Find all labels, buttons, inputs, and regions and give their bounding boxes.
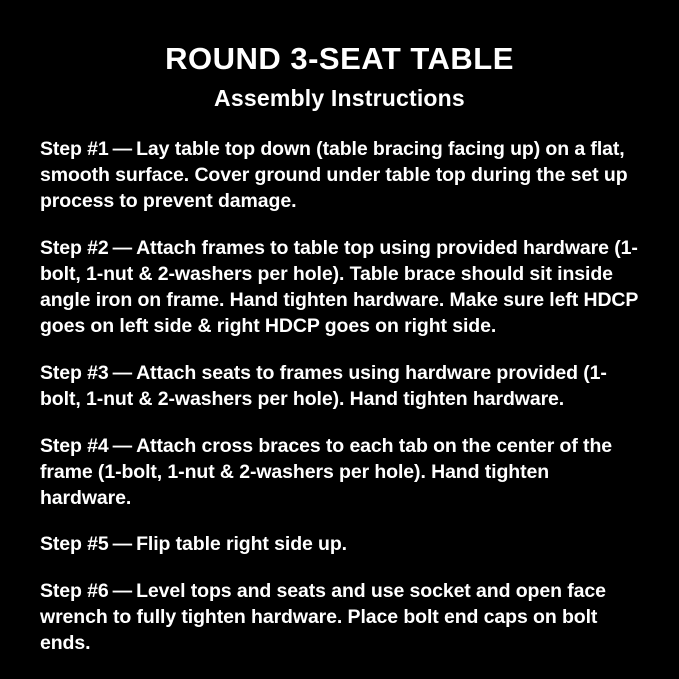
step-dash: — xyxy=(112,237,133,260)
step-item xyxy=(40,236,639,340)
step-dash: — xyxy=(112,138,133,161)
step-dash: — xyxy=(112,434,133,457)
step-label: Step #1 xyxy=(40,138,109,161)
step-text: Attach cross braces to each tab on the center of the frame (1-bolt, 1-nut & 2-washers per hole). Hand tighten hardware. xyxy=(40,434,612,509)
step-text: Lay table top down (table bracing facing up) on a flat, smooth surface. Cover ground under table top during the set up process to prevent damage. xyxy=(40,138,628,213)
step-dash: — xyxy=(112,361,133,384)
step-text: Attach seats to frames using hardware provided (1-bolt, 1-nut & 2-washers per hole). Hand tighten hardware. xyxy=(40,361,607,410)
page-title: ROUND 3-SEAT TABLE xyxy=(165,41,514,76)
step-text: Flip table right side up. xyxy=(136,533,348,556)
step-dash: — xyxy=(112,533,133,556)
step-label: Step #6 xyxy=(40,580,109,603)
step-item xyxy=(40,532,639,558)
step-label: Step #4 xyxy=(40,434,109,457)
step-label: Step #3 xyxy=(40,361,109,384)
steps-list xyxy=(40,137,639,657)
step-item xyxy=(40,361,639,413)
step-label: Step #2 xyxy=(40,237,109,260)
step-text: Level tops and seats and use socket and open face wrench to fully tighten hardware. Place bolt end caps on bolt ends. xyxy=(40,580,606,655)
step-dash: — xyxy=(112,580,133,603)
step-item xyxy=(40,579,639,657)
step-item xyxy=(40,434,639,512)
step-item xyxy=(40,137,639,215)
step-label: Step #5 xyxy=(40,533,109,556)
step-text: Attach frames to table top using provided hardware (1-bolt, 1-nut & 2-washers per hole). Table brace should sit inside angle iron on frame. Hand tighten hardware. Make sure left HDCP goes on left side & right HDCP goes on right side. xyxy=(40,237,638,337)
page-subtitle: Assembly Instructions xyxy=(214,85,465,112)
